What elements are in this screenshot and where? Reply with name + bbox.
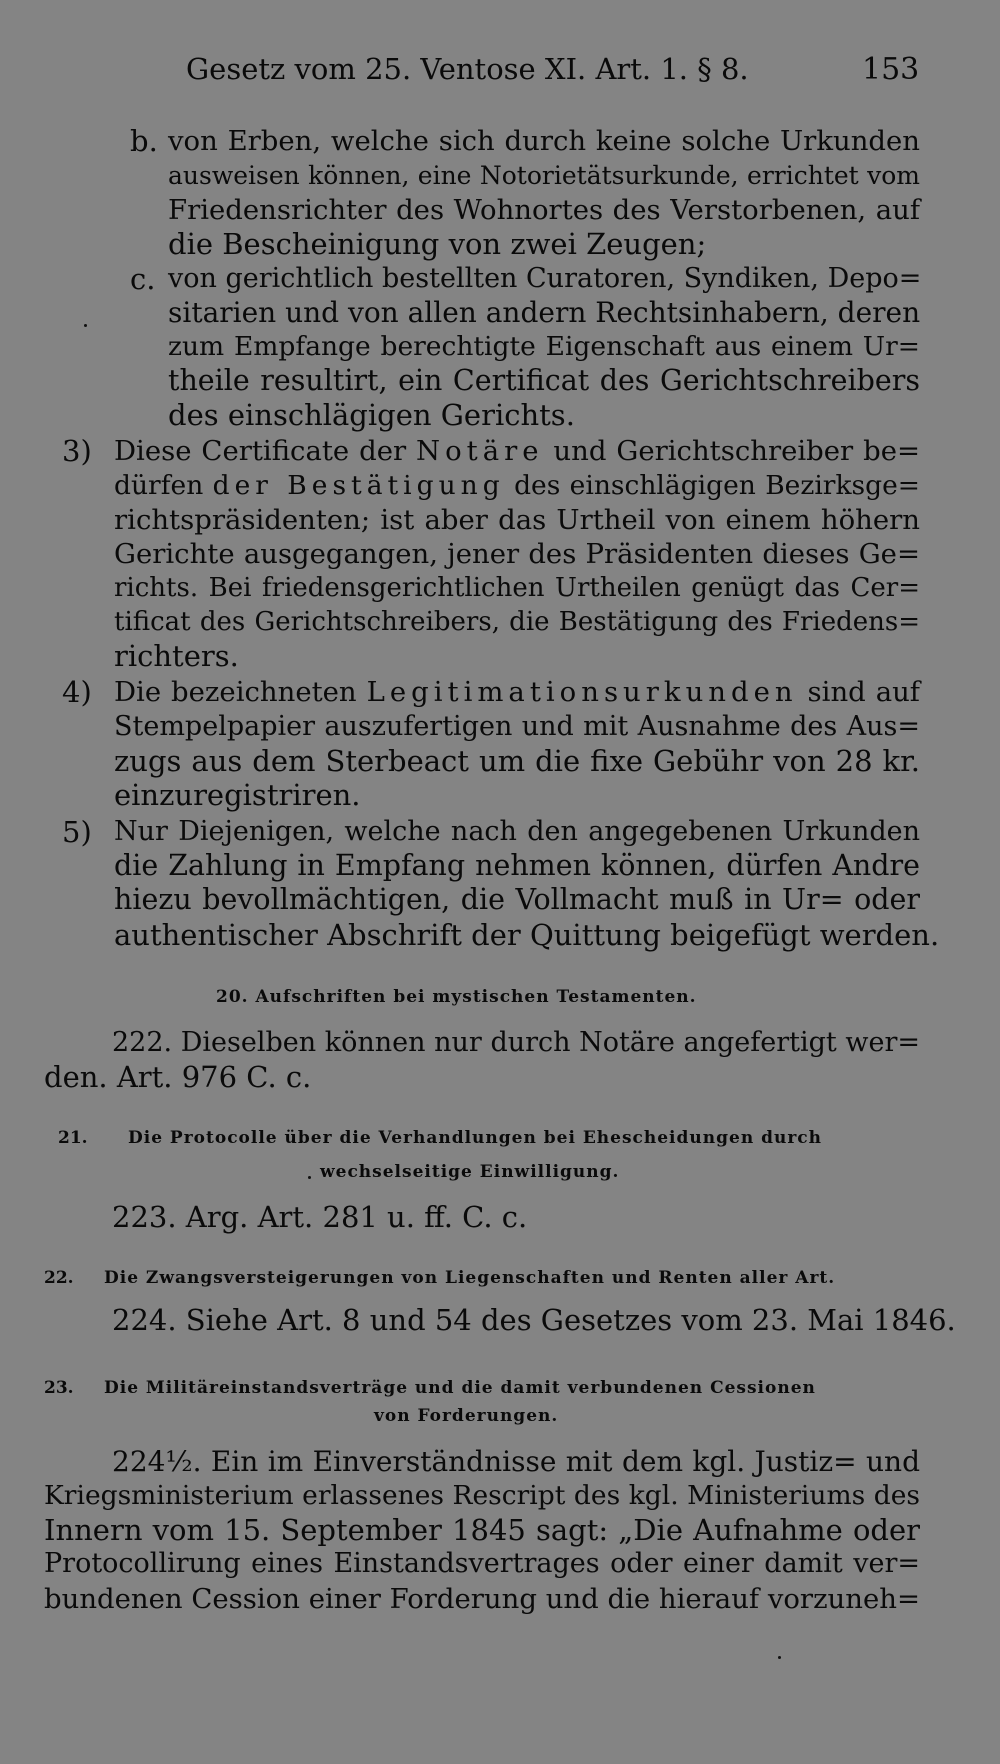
item-3-marker: 3): [62, 434, 92, 468]
section-21-heading-line-2: wechselseitige Einwilligung.: [320, 1162, 620, 1182]
item-3-line-1: [114, 434, 920, 468]
list-c-line-4: theile resultirt, ein Certificat des Gerichtschreibers: [168, 364, 920, 397]
list-c-line-3: zum Empfange berechtigte Eigenschaft aus einem Ur=: [168, 331, 920, 362]
item-3-line-2: [114, 469, 920, 503]
stray-dot-mark: [84, 324, 87, 327]
list-b-line-2: ausweisen können, eine Notorietätsurkunde, errichtet vom: [168, 161, 920, 190]
item-4-line-3: zugs aus dem Sterbeact um die fixe Gebühr von 28 kr.: [114, 744, 920, 778]
section-20-para-line-1: 222. Dieselben können nur durch Notäre angefertigt wer=: [112, 1027, 920, 1058]
item-3-line-4: Gerichte ausgegangen, jener des Präsidenten dieses Ge=: [114, 538, 920, 570]
item-4-line-4: einzuregistriren.: [114, 778, 361, 812]
stray-dot-mark: [778, 1656, 781, 1659]
list-marker-c: c.: [130, 262, 156, 296]
section-20-heading: 20. Aufschriften bei mystischen Testamenten.: [216, 987, 697, 1007]
section-21-heading-line-1: Die Protocolle über die Verhandlungen bei Ehescheidungen durch: [128, 1128, 823, 1148]
list-c-line-2: sitarien und von allen andern Rechtsinhabern, deren: [168, 296, 921, 329]
item-3-line-3: richtspräsidenten; ist aber das Urtheil von einem höhern: [114, 504, 920, 536]
list-b-line-1: von Erben, welche sich durch keine solche Urkunden: [168, 125, 920, 157]
section-23-line-2: Kriegsministerium erlassenes Rescript des kgl. Ministeriums des: [44, 1480, 920, 1511]
item-3-spaced-term: Notäre: [416, 435, 544, 467]
section-23-heading-line-2: von Forderungen.: [374, 1406, 559, 1426]
section-21-para: 223. Arg. Art. 281 u. ff. C. c.: [112, 1200, 528, 1234]
section-23-line-5: bundenen Cession einer Forderung und die hierauf vorzuneh=: [44, 1583, 921, 1615]
item-3-line-2-pre: dürfen: [114, 470, 213, 501]
list-b-line-4: die Bescheinigung von zwei Zeugen;: [168, 227, 707, 261]
section-22-heading: Die Zwangsversteigerungen von Liegenschaften und Renten aller Art.: [104, 1268, 836, 1288]
item-3-line-1-post: und Gerichtschreiber be=: [543, 435, 921, 467]
section-23-line-3: Innern vom 15. September 1845 sagt: „Die Aufnahme oder: [44, 1513, 920, 1547]
item-3-line-6: tificat des Gerichtschreibers, die Bestätigung des Friedens=: [114, 607, 920, 637]
section-21-number: 21.: [58, 1128, 88, 1148]
section-22-para: 224. Siehe Art. 8 und 54 des Gesetzes vom 23. Mai 1846.: [112, 1303, 956, 1337]
item-3-line-7: richters.: [114, 639, 239, 673]
item-5-marker: 5): [62, 815, 92, 849]
item-5-line-2: die Zahlung in Empfang nehmen können, dürfen Andre: [114, 849, 920, 882]
section-23-number: 23.: [44, 1378, 74, 1398]
section-20-para-line-2: den. Art. 976 C. c.: [44, 1060, 312, 1094]
item-4-line-2: Stempelpapier auszufertigen und mit Ausnahme des Aus=: [114, 711, 920, 742]
item-5-line-4: authentischer Abschrift der Quittung beigefügt werden.: [114, 918, 940, 952]
item-4-line-1-pre: Die bezeichneten: [114, 676, 367, 708]
item-3-line-2-post: des einschlägigen Bezirksge=: [504, 470, 920, 501]
page-number: 153: [862, 52, 920, 87]
running-title: Gesetz vom 25. Ventose XI. Art. 1. § 8.: [186, 52, 749, 86]
item-3-line-5: richts. Bei friedensgerichtlichen Urtheilen genügt das Cer=: [114, 573, 920, 603]
item-4-line-1: [114, 675, 920, 709]
item-3-spaced-phrase: der Bestätigung: [212, 470, 505, 501]
section-23-heading-line-1: Die Militäreinstandsverträge und die damit verbundenen Cessionen: [104, 1378, 816, 1398]
list-c-line-1: von gerichtlich bestellten Curatoren, Syndiken, Depo=: [168, 263, 922, 294]
item-5-line-1: Nur Diejenigen, welche nach den angegebenen Urkunden: [114, 816, 920, 847]
section-23-line-1: 224½. Ein im Einverständnisse mit dem kgl. Justiz= und: [112, 1445, 920, 1478]
list-marker-b: b.: [130, 124, 158, 158]
item-3-line-1-pre: Diese Certificate der: [114, 435, 417, 467]
stray-dot-mark: [308, 1176, 311, 1179]
item-4-marker: 4): [62, 675, 92, 709]
list-c-line-5: des einschlägigen Gerichts.: [168, 398, 575, 432]
section-23-line-4: Protocollirung eines Einstandsvertrages oder einer damit ver=: [44, 1548, 920, 1579]
section-22-number: 22.: [44, 1268, 74, 1288]
item-5-line-3: hiezu bevollmächtigen, die Vollmacht muß in Ur= oder: [114, 883, 920, 916]
list-b-line-3: Friedensrichter des Wohnortes des Verstorbenen, auf: [168, 194, 920, 226]
item-4-line-1-post: sind auf: [797, 676, 920, 708]
item-4-spaced-term: Legitimationsurkunden: [366, 676, 798, 708]
